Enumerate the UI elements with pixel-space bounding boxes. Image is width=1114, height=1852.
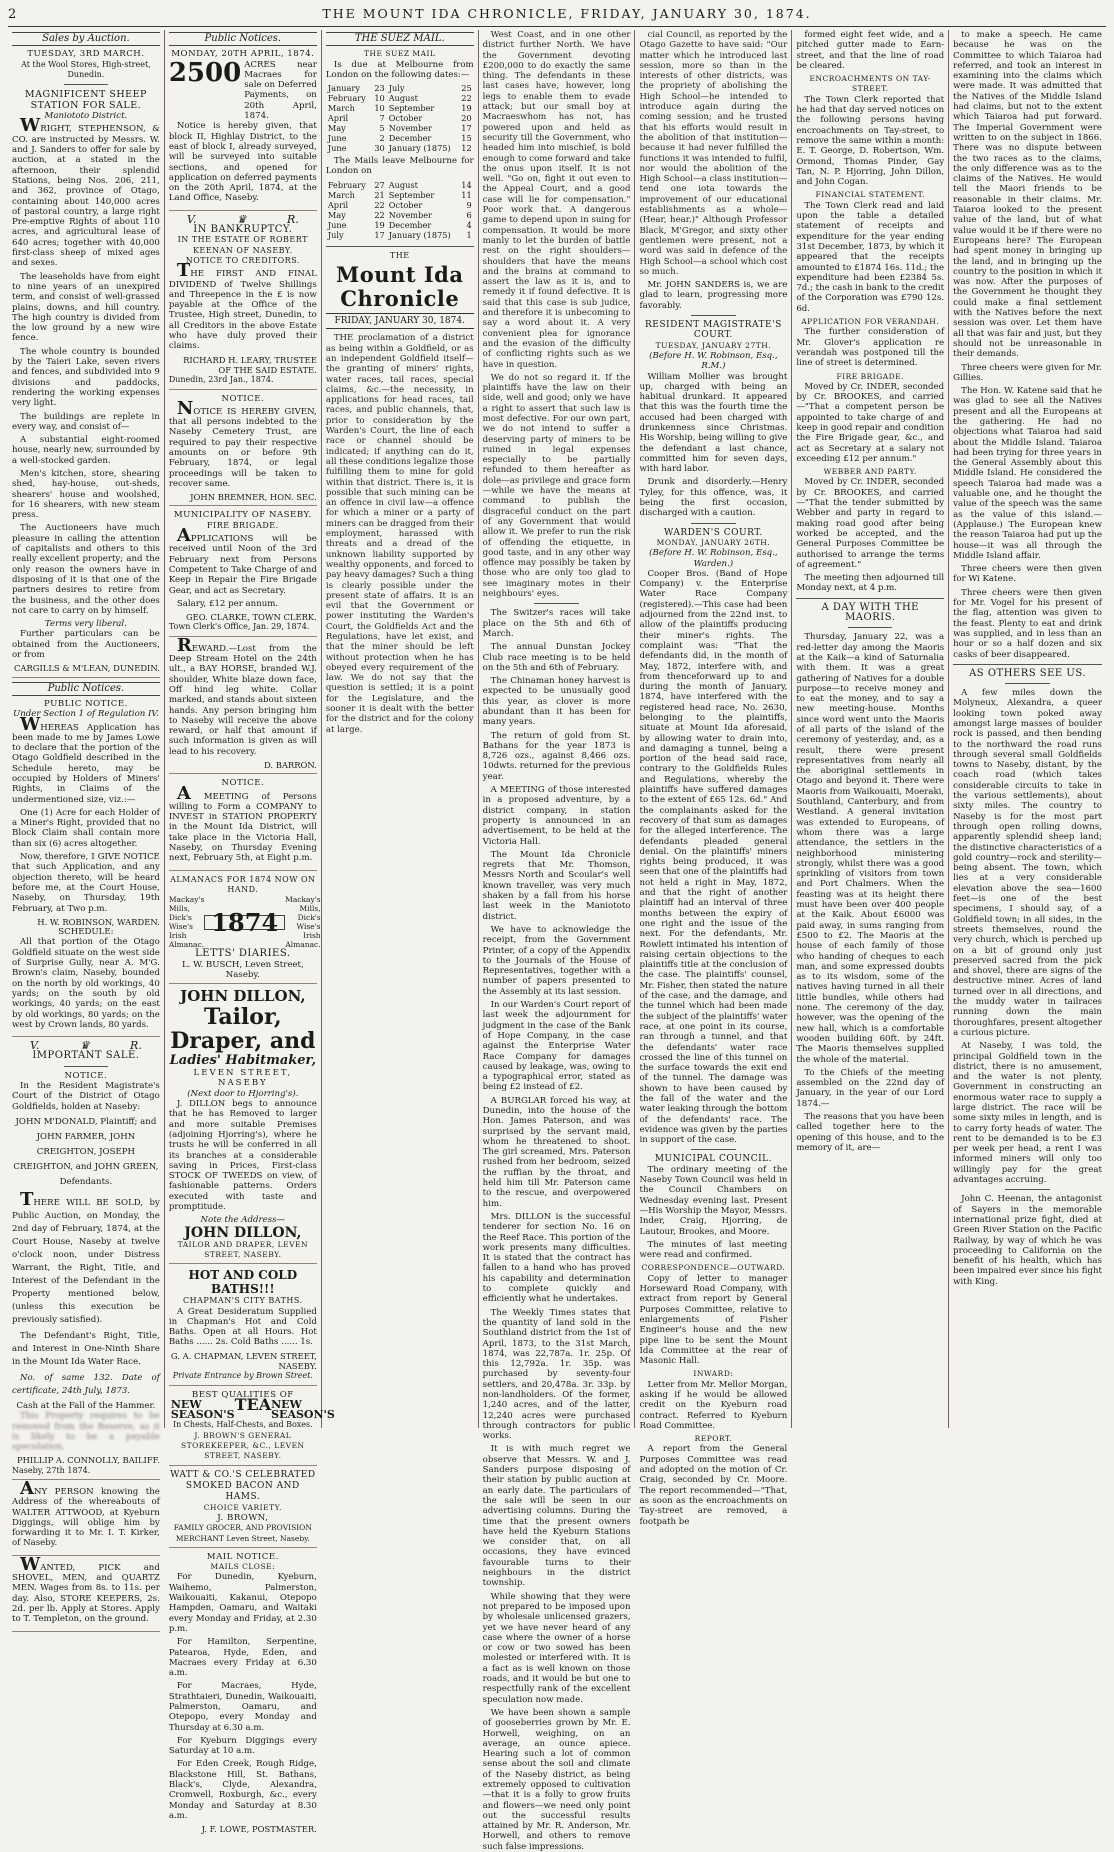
- article-paragraph: The ordinary meeting of the Naseby Town Council was held in the Council Chambers on Wednesday evening last. Present—His Worship the Mayor, Messrs. Inder, Craig, Hjorring, de Lautour, Brookes, and Moore.: [639, 1164, 788, 1237]
- baths-sub: CHAPMAN'S CITY BATHS.: [182, 1296, 303, 1306]
- article-paragraph: William Mollier was brought up, charged with being an habitual drunkard. It appeared that this was the fourth time the accused had been charged with drunkenness since Christmas. His Worship, being willing to give the defendant a last chance, committed him for seven days, with hard labor.: [639, 371, 788, 475]
- mail-notice-title: MAIL NOTICE.: [206, 1551, 279, 1562]
- article-paragraph: The meeting then adjourned till Monday next, at 4 p.m.: [796, 573, 945, 594]
- ad-paragraph: Now, therefore, I GIVE NOTICE that such Application, and any objection thereto, will be heard before me, at the Court House, Naseby, on Thursday, 19th February, at Two p.m.: [12, 852, 160, 914]
- almanac-left: Mackay's Mills, Dick's Wise's Irish Almanac.: [168, 895, 205, 950]
- article-paragraph: Three cheers were then given for Mr. Vogel for his present of the flag, attention was given to the feast. Plenty to eat and drink was supplied, and in less than an hour or so a half dozen and six casks of beer disappeared.: [953, 587, 1102, 660]
- mails-close: MAILS CLOSE:: [210, 1562, 276, 1572]
- mail-date-cell: 27: [374, 179, 385, 190]
- divider: [691, 315, 735, 316]
- mail-date-cell: June: [327, 143, 347, 154]
- seasons-right: NEW SEASON'S: [271, 1397, 335, 1422]
- divider: [534, 603, 578, 604]
- dateline: FRIDAY, JANUARY 30, 1874.: [326, 313, 474, 329]
- ad-paragraph: The Defendant's Right, Title, and Interest in One-Ninth Share in the Mount Ida Water Race.: [12, 1330, 160, 1367]
- mail-date-cell: 21: [374, 189, 385, 200]
- cipher-r: R.: [130, 1039, 142, 1053]
- fire-brigade-heading: FIRE BRIGADE.: [207, 520, 279, 530]
- divider: [64, 1066, 108, 1067]
- webber-heading: WEBBER AND PARTY.: [823, 467, 917, 477]
- ad-paragraph: WHEREAS Application has been made to me by James Lowe to declare that the portion of the Otago Goldfield described in the Schedule hereto, may be occupied by Holders of Miners' Rights, in Claims of the undermentioned size, viz.:—: [12, 713, 160, 805]
- seasons-left: NEW SEASON'S: [170, 1397, 235, 1422]
- chests: In Chests, Half-Chests, and Boxes.: [172, 1420, 313, 1430]
- article-paragraph: West Coast, and in one other district further North. We have the Government devoting £200,000 to do exactly the same thing. The defendants in these last cases have, however, long legs to enable them to evade attack; but our small boy at Macraeswhom has not, has powered upon and held as security till the Government, who headed him into mischief, is bold enough to come forward and take the onus upon itself. It is not well. "Go on, fight it out even to the Appeal Court, and a good case will lie for compensation." Poor work that. A dangerous game to depend upon in suing for compensation. It would be more manly to let the burden of battle rest on the right shoulders—shoulders that have the means and the brains at command to assert the law as it is, and to remedy it if found defective. It is said that this case is sub judice, and therefore it is unbecoming to say a word about it. A very convenient plea for ignorance and the evasion of the difficulty of conflicting rights such as we have in question.: [482, 30, 631, 370]
- article-paragraph: Letter from Mr. Mellor Morgan, asking if he would be allowed credit on the Kyeburn road contract. Referred to Kyeburn Road Committee.: [639, 1379, 788, 1431]
- mail-date-cell: April: [327, 113, 349, 124]
- mail-date-cell: December: [388, 219, 432, 230]
- mail-date-cell: September: [388, 189, 435, 200]
- divider: [691, 523, 735, 524]
- column-1: [8, 30, 165, 1625]
- divider: [796, 598, 944, 599]
- news-item: It is with much regret we observe that Messrs. W. and J. Sanders purpose disposing of their station by public auction at an early date. The particulars of the sale will be seen in our advertising columns. During the time that the present owners have held the Kyeburn Stations we consider that, on all occasions, they have evinced favourable turns to their neighbours in the district township.: [482, 1444, 631, 1589]
- mail-date-cell: October: [388, 113, 423, 124]
- ad-signature: PHILLIP A. CONNOLLY, BAILIFF.: [16, 1455, 160, 1466]
- mail-date-cell: 6: [466, 209, 472, 220]
- municipal-heading: MUNICIPAL COUNCIL.: [654, 1154, 773, 1165]
- mail-date-row: [326, 83, 474, 93]
- mail-date-cell: January (1875): [388, 229, 451, 240]
- almanac-box: [168, 895, 321, 950]
- as-others-heading: AS OTHERS SEE US.: [969, 667, 1087, 679]
- ad-signature: J. F. LOWE, POSTMASTER.: [201, 1824, 317, 1835]
- ad-signature: JOHN BREMNER, HON. SEC.: [190, 492, 317, 503]
- ad-paragraph: All that portion of the Otago Goldfield situate on the west side of Surprise Gully, near A. M'G. Brown's claim, Naseby, bounded on the north by old workings, 40 yards; on the south by old workings, 40 yards; on the east by old workings, 80 yards; on the west by Crown lands, 80 yards.: [12, 937, 160, 1030]
- acres-number: 2500: [168, 57, 242, 88]
- mail-date-cell: June: [327, 133, 347, 144]
- sale-district: Maniototo District.: [44, 111, 128, 122]
- article-paragraph: The Hon. W. Katene said that he was glad to see all the Natives present and all the Europeans at the gathering. He had no objections what Taiaroa had said about the Middle Island. Taiaroa had been trying for three years in the General Assembly about this Middle Island. He considered the speech Taiaroa had made was a valuable one, and he thought the value of the speech was the same as the value of this island.—(Applause.) The European knew the reason Taiaroa had put up the house—it was all through the Middle Island affair.: [953, 386, 1102, 561]
- brown-store: J. BROWN'S GENERAL STOREKEEPER, &C., LEVEN STREET, NASEBY.: [169, 1431, 317, 1466]
- rmc-before: (Before H. W. Robinson, Esq., R.M.): [649, 350, 778, 372]
- mail-date-cell: 22: [374, 209, 385, 220]
- maoris-heading: A DAY WITH THE MAORIS.: [821, 601, 919, 624]
- columns: [8, 30, 1106, 1852]
- mail-date-cell: June: [327, 219, 347, 230]
- mail-date-row: [326, 133, 474, 143]
- suez-text: Is due at Melbourne from London on the following dates:—: [325, 59, 474, 80]
- leave-table: [326, 180, 474, 240]
- public-notices-heading: Public Notices.: [12, 682, 160, 696]
- mail-date-cell: 10: [374, 103, 385, 114]
- article-paragraph: The reasons that you have been called together here to the opening of this house, and to the memory of it, are—: [796, 1111, 945, 1153]
- mail-date-cell: 17: [461, 123, 472, 134]
- mail-date-cell: 22: [374, 199, 385, 210]
- ad-paragraph: ANY PERSON knowing the Address of the whereabouts of WALTER ATTWOOD, at Kyeburn Diggings, will oblige him by forwarding it to Mr. I. T. Kirker, of Naseby.: [12, 1477, 160, 1549]
- cipher-v: V.: [186, 212, 197, 226]
- page-number: 2: [8, 7, 17, 22]
- mail-date-cell: September: [388, 103, 435, 114]
- dillon-sub: TAILOR AND DRAPER, LEVEN STREET, NASEBY.: [177, 1239, 309, 1259]
- choice-variety: CHOICE VARIETY.: [203, 1502, 282, 1512]
- mail-date-cell: 1: [466, 229, 472, 240]
- divider: [953, 664, 1102, 665]
- ad-paragraph: J. DILLON begs to announce that he has Removed to larger and more suitable Premises (adjoining Hjorring's), where he trusts he will be conferred in all its branches at a considerable saving in Prices, First-class STOCK OF TWEEDS on view, of fashionable patterns. Orders executed with taste and promptitude.: [168, 1099, 317, 1213]
- sale-title: MAGNIFICENT SHEEP STATION FOR SALE.: [24, 89, 147, 112]
- cemetery-notice: [168, 397, 317, 507]
- article-paragraph: A few miles down the Molyneux, Alexandra, a queer looking town poked away amongst large masses of boulder rock is passed, and then bending to the northward the road runs through several small Goldfields towns to Naseby, distant, by the coach road (which takes considerable circuits to take in the various settlements), about sixty miles. The country to Naseby is for the most part through open rolling downs, apparently splendid sheep land; the distinctive characteristics of a gold country—rock and sterility—being absent. The town, which lies at a very considerable elevation above the sea—1600 feet—is one of the best specimens, I should say, of a Goldfield town; in all sides, in the streets themselves, round the very church, which is perched up on a bit of ground only just preserved sacred from the pick and shovel, there are signs of the destructive miner. Acres of land turned over in all directions, and the muddy water in tailraces running down the main thoroughfares, present altogether a curious picture.: [953, 688, 1102, 1038]
- ad-signature: GEO. CLARKE, TOWN CLERK.: [185, 612, 317, 623]
- ad-paragraph: THE FIRST AND FINAL DIVIDEND of Twelve Shillings and Threepence in the £ is now payable at the Office of the Trustee, High street, Dunedin, to all Creditors in the above Estate who have duly proved their claims.: [168, 260, 317, 352]
- mail-date-cell: 9: [466, 199, 472, 210]
- ad-paragraph: NOTICE IS HEREBY GIVEN, that all persons indebted to the Naseby Cemetery Trust, are required to pay their respective amounts on or before 9th February, 1874, or legal proceedings will be taken to recover same.: [168, 397, 317, 489]
- article-paragraph: To the Chiefs of the meeting assembled on the 22nd day of January, in the year of our Lord 1874.—: [796, 1067, 945, 1109]
- almanacs-heading: ALMANACS FOR 1874 NOW ON HAND.: [170, 874, 316, 894]
- public-notice-title: PUBLIC NOTICE.: [43, 698, 128, 709]
- important-sale: IMPORTANT SALE.: [32, 1050, 140, 1062]
- ad-signature: D. BARRON.: [263, 760, 317, 770]
- news-item: Mrs. DILLON is the successful tenderer for section No. 16 on the Reef Race. This portion of the work presents many difficulties. It is stated that the contract has fallen to a hand who has proved his capability and determination to complete quickly and efficiently what he undertakes.: [482, 1211, 631, 1305]
- mail-date-cell: 17: [374, 229, 385, 240]
- suez-table: [326, 83, 474, 153]
- rmc-heading: RESIDENT MAGISTRATE'S COURT.: [645, 320, 782, 341]
- article-paragraph: We do not so regard it. If the plaintiffs have the law on their side, well and good; only we have a right to assert that such law is most defective. For our own part, we do not intend to suffer a deserving party of miners to be ruined in legal expenses especially to be partially refunded to them hereafter as dole—as privilege and grace form—while we have the means at command to publish the disgraceful conduct on the part of any Government that would allow it. We prefer to run the risk of offending the etiquette, in good taste, and in any other way offence may possibly be taken by those who are only too glad to see imaginary motes in their neighbours' eyes.: [482, 372, 631, 600]
- column-5: [635, 30, 792, 1527]
- article-paragraph: cial Council, as reported by the Otago Gazette to have said: "Our matter which he introduced last session, more so than in the interests of other districts, was the propriety of abolishing the High School—he intended to introduce again during the coming session; and he trusted that his efforts would result in the abolition of that institution—because it had never fulfilled the functions it was intended to fulfil, nor would the abolition of the High School—a class institution—tend one iota towards the improvement of our educational establishments as a whole—(Hear, hear.)" Although Professor Black, M'Gregor, and sixty other gentlemen were present, not a word was said in defence of the High School—a school which cost so much.: [639, 30, 788, 277]
- column-2: [165, 30, 335, 1835]
- the-label: THE: [389, 250, 410, 260]
- ad-paragraph: In the Resident Magistrate's Court of the District of Otago Goldfields, holden at Naseby:: [12, 1081, 160, 1112]
- column-7: [949, 30, 1106, 1428]
- news-item: The Chinaman honey harvest is expected to be unusually good this year, as clover is more abundant than it has been for many years.: [482, 676, 631, 728]
- crown-icon: ♛: [236, 212, 247, 226]
- mail-date-cell: February: [327, 93, 366, 104]
- article-paragraph: Moved by Cr. INDER, seconded by Cr. BROOKES, and carried—"That a competent person be appointed to take charge of and keep in good repair and condition the Fire Brigade gear, &c., and act as Secretary at a salary not exceeding £12 per annum.": [796, 381, 945, 464]
- ad-signature: H. W. ROBINSON, WARDEN.: [37, 916, 160, 927]
- ad-paragraph: Notice is hereby given, that block II, Highlay District, to the east of block I, already surveyed, will be surveyed into suitable sections, and opened for application on deferred payments on the 20th April, 1874, at the Land Office, Naseby.: [168, 121, 317, 204]
- article-paragraph: to make a speech. He came because he was on the Committee to which Taiaroa had referred, and took an interest in examining into the claims which were made. It was admitted that the Natives of the Middle Island had claims, but not to the extent which Taiaroa had put forward. The Imperial Government were written to on the subject in 1866. There was no dispute between the two races as to the claims, the only difference was as to the claims of the Natives. He would tell the Maori friends to be reasonable in their claims. Mr. Taiaroa looked to the present value of the land, but of what value would it be if there were no Europeans here? The European had spent money in bringing up the land, and in bringing up the country to the position in which it was now. After the purposes of the Government he thought they could make a final settlement with the Natives before the next session was over. Let them have all that was fair and just, but they should not be unreasonable in their demands.: [953, 30, 1102, 360]
- ad-paragraph: The leaseholds have from eight to nine years of an unexpired term, and consist of well-grassed plains, downs, and hill country. The high country is divided from the low ground by a new wire fence.: [12, 271, 160, 344]
- mail-date-cell: 23: [374, 83, 385, 94]
- mail-date-cell: 11: [461, 189, 472, 200]
- article-paragraph: Three cheers were then given for Wi Katene.: [953, 564, 1102, 585]
- baths-ad: [169, 1307, 317, 1386]
- sale-date: TUESDAY, 3RD MARCH.: [27, 49, 145, 60]
- sale-place: At the Wool Stores, High-street, Dunedin.: [21, 59, 151, 79]
- article-paragraph: Cooper Bros. (Band of Hope Company) v. the Enterprise Water Race Company (registered).—This case had been adjourned from the 22nd inst. to allow of the plaintiffs producing their miner's rights. The complaint was: "That the defendants did, in the month of May, 1872, interfere with, and from thenceforward up to and during the month of January, 1874, have interfered with the registered head race, No. 2630, belonging to the plaintiffs, situate at Mount Ida aforesaid, by allowing water to drain into, and damaging a tunnel, being a portion of the head said race, contrary to the Goldfields Rules and Regulations, whereby the plaintiffs have suffered damages to the extent of £65 12s. 6d." And the complainants asked for the recovery of that sum as damages for the alleged interference. The defendants pleaded general denial. On the plaintiffs' miners rights being produced, it was seen that one of the plaintiffs had not held a right in May, 1872, and that the right of another plaintiff had an interval of three months between the expiry of one right and the issue of the next. For the defendants, Mr. Rowlett intimated his intention of raising certain objections to the plaintiffs title at the conclusion of the case. The plaintiffs' counsel, Mr. Fisher, then stated the nature of the case, and the damage, and the tunnel which had been made the subject of the plaintiffs' water race, at one point in its course, ran through a tunnel, and that the defendants' water race crossed the line of this tunnel on the surface towards the exit end of the tunnel. The damage was shown to have been caused by the fall of the water and the water leaking through the bottom of the defendants' race. The evidence was given by the parties in support of the case.: [639, 568, 788, 1146]
- creditors-heading: NOTICE TO CREDITORS.: [185, 255, 300, 265]
- ladies-heading: Ladies' Habitmaker,: [169, 1053, 316, 1069]
- ad-paragraph: APPLICATIONS will be received until Noon of the 3rd February next from Persons Competent to Take Charge of and Keep in Repair the Fire Brigade Gear, and act as Secretary.: [168, 525, 317, 596]
- mail-paragraph: For Macraes, Hyde, Strathtaieri, Dunedin, Waikouaiti, Palmerston, Oamaru, and Otepopo, every Monday and Thursday at 6.30 a.m.: [168, 1681, 317, 1733]
- regulation: Under Section 1 of Regulation IV.: [12, 709, 159, 720]
- article-paragraph: A report from the General Purposes Committee was read and adopted on the motion of Cr. Craig, seconded by Cr. Moore. The report recommended—"That, as soon as the encroachments on Tay-street are removed, a footpath be: [639, 1444, 788, 1527]
- ad-date: Naseby, 27th 1874.: [12, 1465, 91, 1475]
- baths-title: HOT AND COLD BATHS!!!: [188, 1268, 298, 1297]
- article-paragraph: The Town Clerk read and laid upon the table a detailed statement of receipts and expenditure for the year ending 31st December, 1873, by which it appeared that the receipts amounted to £1874 16s. 11d.; the expenditure had been £2384 5s. 7d.; the cash in bank to the credit of the Corporation was £790 12s. 6d.: [796, 200, 945, 314]
- note-address: Note the Address—: [200, 1215, 286, 1226]
- leven-street: LEVEN STREET, NASEBY: [193, 1068, 293, 1089]
- mail-date-row: [326, 103, 474, 113]
- cash-terms: Cash at the Fall of the Hammer.: [16, 1400, 156, 1411]
- crown-icon: ♛: [79, 1039, 90, 1053]
- rmc-date: TUESDAY, JANUARY 27TH.: [655, 340, 772, 350]
- column-4: [479, 30, 636, 1852]
- mail-date-cell: January: [327, 83, 360, 94]
- divider: [1005, 683, 1050, 684]
- news-item: In our Warden's Court report of last week the adjournment for judgment in the case of the Bank of Hope Company, in the case against the Enterprise Water Race Company for damages caused by leakage, was, owing to a typographical error, stated as being £2 instead of £2.: [482, 1000, 631, 1093]
- news-item: The annual Dunstan Jockey Club race meeting is to be held on the 5th and 6th of February.: [482, 642, 631, 673]
- mail-date-cell: July: [388, 83, 405, 94]
- ad-paragraph: The Auctioneers have much pleasure in calling the attention of capitalists and others to this really excellent property; and the only reason the owners have in disposing of it is that one of the partners desires to retire from the business, and the other does not care to carry on by himself.: [12, 523, 160, 616]
- divider: [1005, 1189, 1050, 1190]
- mail-date-cell: July: [327, 229, 344, 240]
- notice-date: MONDAY, 20TH APRIL, 1874.: [171, 49, 315, 60]
- mail-date-cell: 22: [461, 93, 472, 104]
- watt-ad: WATT & CO.'S CELEBRATED SMOKED BACON AND HAMS.: [170, 1469, 316, 1502]
- masthead: [8, 6, 1106, 27]
- dillon-name: JOHN DILLON,: [180, 987, 306, 1006]
- mail-date-cell: 15: [461, 133, 472, 144]
- cipher-v: V.: [30, 1039, 40, 1053]
- mail-date-cell: 19: [461, 103, 472, 114]
- cipher-r: R.: [287, 212, 299, 226]
- mail-date-cell: August: [388, 179, 418, 190]
- jbrown: J. BROWN,: [217, 1512, 269, 1523]
- ad-paragraph: WANTED, PICK and SHOVEL, MEN, and QUARTZ MEN. Wages from 8s. to 11s. per day. Also, STORE KEEPERS, 2s. 2d. per lb. Apply at Stores. Apply to T. Templeton, on the ground.: [12, 1553, 160, 1625]
- column-6: [792, 30, 949, 1428]
- acres-text: ACRES near Macraes for sale on Deferred Payments, on 20th April, 1874.: [244, 59, 317, 122]
- ad-paragraph: The buildings are replete in every way, and consist of—: [12, 411, 160, 432]
- corr-heading: CORRESPONDENCE—OUTWARD.: [641, 1263, 786, 1273]
- article-paragraph: Drunk and disorderly.—Henry Tyley, for this offence, was, it being the first occasion, discharged with a caution.: [639, 477, 788, 519]
- mail-paragraph: For Dunedin, Kyeburn, Waihemo, Palmerston, Waikouaiti, Kakanui, Otepopo Hampden, Oamaru, and Waitaki every Monday and Friday, at 2.30 p.m.: [168, 1572, 317, 1634]
- municipality-heading: MUNICIPALITY OF NASEBY.: [173, 510, 312, 521]
- tailor-heading: Tailor, Draper, and: [170, 1004, 316, 1055]
- mail-date-row: [326, 200, 474, 210]
- ad-paragraph: One (1) Acre for each Holder of a Miner's Right, provided that no Block Claim shall contain more than six (6) acres altogether.: [12, 807, 160, 849]
- mail-date-cell: 25: [461, 83, 472, 94]
- article-paragraph: The Town Clerk reported that he had that day served notices on the following persons having encroachments on Tay-street, to remove the same within a month: E. T. George, D. Robertson, Wm. Ormond, Thomas Pinder, Gay Tan, N. P. Hjorring, John Dillon, and John Cogan.: [796, 94, 945, 188]
- mail-date-cell: April: [327, 199, 349, 210]
- news-item: While showing that they were not prepared to be imposed upon by wholesale unlicensed grazers, yet we have never heard of any case where the owner of a horse or cow or two sowed has been molested or interfered with. It is a fact as is well known on those roads, and it would be but one to respectfully rank of the excellent speculation now made.: [482, 1591, 631, 1705]
- mail-date-cell: January (1875): [388, 143, 451, 154]
- ad-paragraph: A substantial eight-roomed house, nearly new, surrounded by a well-stocked garden.: [12, 435, 160, 466]
- mail-date-cell: March: [327, 103, 355, 114]
- notice-title: NOTICE.: [64, 1070, 108, 1081]
- article-paragraph: The minutes of last meeting were read and confirmed.: [639, 1239, 788, 1261]
- paper-name: Mount Ida Chronicle: [336, 262, 464, 312]
- divider: [326, 246, 474, 247]
- wc-date: MONDAY, JANUARY 26TH.: [656, 537, 771, 547]
- ad-paragraph: Salary, £12 per annum.: [176, 598, 279, 609]
- mail-date-cell: 4: [466, 219, 472, 230]
- mail-date-row: [326, 180, 474, 190]
- suez-heading: THE SUEZ MAIL.: [326, 32, 474, 46]
- ad-paragraph: A Great Desideratum Supplied in Chapman's Hot and Cold Baths. Open at all Hours. Hot Baths ...... 2s. Cold Baths ...... 1s.: [168, 1306, 317, 1348]
- mail-date-row: [326, 220, 474, 230]
- next-door: (Next door to Hjorring's).: [187, 1088, 299, 1099]
- ad-paragraph: JOHN M'DONALD, Plaintiff; and JOHN FARMER, JOHN CREIGHTON, JOSEPH CREIGHTON, and JOHN GREEN, Defendants.: [13, 1116, 159, 1187]
- busch-ad: L. W. BUSCH, Leven Street, Naseby.: [169, 960, 317, 985]
- best-qualities: BEST QUALITIES OF: [191, 1389, 294, 1400]
- mails-leave: The Mails leave Melbourne for London on: [325, 156, 474, 177]
- mail-paragraph: For Hamilton, Serpentine, Patearoa, Hyde, Eden, and Macraes every Friday at 6.30 a.m.: [168, 1637, 317, 1679]
- reward-ad: [168, 634, 317, 775]
- mail-date-cell: February: [327, 179, 366, 190]
- ad-date: Dunedin, 23rd Jan., 1874.: [168, 375, 274, 385]
- article-paragraph: Thursday, January 22, was a red-letter day among the Maoris at the Kaik—a kind of Saturnalia with them. It was a great gathering of Natives for a double purpose—to receive money and to eat the money, and to say a new meeting-house. Months since word went unto the Maoris of all parts of the island of the ceremony of yesterday, and, as a result, there were present representatives from nearly all the aboriginal settlements in Otago and beyond it. There were Maoris from Waikouaiti, Moeraki, Southland, Canterbury, and from Westland. A general invitation was extended to Europeans, of whom there was a large attendance, the settlers in the neighborhood ministering strongly, whilst there was a good sprinkling of visitors from town and Port Chalmers. When the feasting was at its height there must have been over 400 people at the Kaik. About £6000 was paid away, in sums ranging from £500 to £2. The Maoris at the house of each family of those who handing of cheques to each man, and some expressed doubts as to its wisdom, some of the natives having turned in all their little bundles, while others had none. The ceremony of the day, however, was the opening of the new hall, which is a comfortable wooden building 60ft. by 24ft. The Maoris themselves supplied the whole of the material.: [796, 632, 945, 1065]
- notice-title: NOTICE.: [221, 393, 265, 404]
- divider: [691, 1149, 735, 1150]
- mail-date-cell: November: [388, 209, 433, 220]
- news-item: A MEETING of those interested in a proposed adventure, by a district company, in station property is announced in an advertisement, to be held at the Victoria Hall.: [482, 785, 631, 847]
- mail-paragraph: For Eden Creek, Rough Ridge, Blackstone Hill, St. Bathans, Black's, Clyde, Alexandra, Cromwell, Roxburgh, &c., every Monday and Saturday at 8.30 a.m.: [168, 1759, 317, 1821]
- mail-date-cell: March: [327, 189, 355, 200]
- ad-signature: CARGILLS & M'LEAN, DUNEDIN.: [14, 663, 160, 674]
- ad-paragraph: THERE WILL BE SOLD, by Public Auction, on Monday, the 2nd day of February, 1874, at the Court House, Naseby at twelve o'clock noon, under Distress Warrant, the Right, Title, and Interest of the Defendant in the Property mentioned below, (unless this execution be previously satisfied).: [12, 1188, 160, 1325]
- private-entrance: Private Entrance by Brown Street.: [172, 1371, 313, 1381]
- mail-date-cell: November: [388, 123, 433, 134]
- ad-signature: RICHARD H. LEARY, TRUSTEE OF THE SAID ESTATE.: [183, 354, 317, 375]
- family-grocer: FAMILY GROCER, AND PROVISION MERCHANT Leven Street, Naseby.: [169, 1523, 317, 1548]
- ad-paragraph: No. of same 132. Date of certificate, 24th July, 1873.: [12, 1372, 160, 1396]
- fire-brigade-ad: [168, 525, 317, 637]
- mail-date-cell: 19: [374, 219, 385, 230]
- ad-paragraph: A MEETING of Persons willing to Form a COMPANY to INVEST in STATION PROPERTY in the Mount Ida District, will take place in the Victoria Hall, Naseby, on Thursday Evening next, February 5th, at Eight p.m.: [168, 782, 317, 864]
- encroach-heading: ENCROACHMENTS ON TAY-STREET.: [809, 74, 931, 94]
- mail-date-cell: October: [388, 199, 423, 210]
- ad-paragraph: Further particulars can be obtained from the Auctioneers, or from: [12, 629, 160, 661]
- news-item: The return of gold from St. Bathans for the year 1873 is 8,726 ozs., against 8,466 ozs. 10dwts. returned for the previous year.: [482, 730, 631, 782]
- fire-heading: FIRE BRIGADE.: [836, 371, 905, 381]
- inward-heading: INWARD:: [693, 1369, 734, 1379]
- mail-date-row: [326, 93, 474, 103]
- dillon-ad: [169, 1099, 317, 1264]
- mail-date-cell: 5: [379, 123, 385, 134]
- news-item: The Weekly Times states that the quantity of land sold in the Southland district from the 1st of April, 1873, to the 31st March, 1874, was 22,787a. 1r. 25p. Of this 12,792a. 1r. 35p. was purchased by seventy-four settlers, and 20,478a. 3r. 33p. by non-landholders. Of the former, 1,240 acres, and of the latter, 12,240 acres were purchased through contractors for public works.: [482, 1307, 631, 1442]
- wc-before: (Before H. W. Robinson, Esq., Warden.): [649, 548, 778, 569]
- ad-paragraph: This Property requires to be removed from the Reserve, as it is likely to be a payable speculation.: [12, 1411, 160, 1453]
- article-paragraph: Moved by Cr. INDER, seconded by Cr. BROOKES, and carried—"That the tender submitted by Webber and party in regard to making road good after being worked be accepted, and the General Purposes Committee be authorised to arrange the terms of agreement.": [796, 477, 945, 570]
- mail-date-row: [326, 190, 474, 200]
- suez-sub: THE SUEZ MAIL: [364, 49, 436, 59]
- terms: Terms very liberal.: [44, 619, 127, 630]
- mail-date-cell: 2: [379, 133, 385, 144]
- report-heading: REPORT.: [694, 1434, 733, 1444]
- ad-date: Town Clerk's Office, Jan. 29, 1874.: [168, 622, 310, 632]
- mail-date-cell: 30: [374, 143, 385, 154]
- verandah-heading: APPLICATION FOR VERANDAH.: [801, 317, 940, 327]
- article-paragraph: Copy of letter to manager Horseward Road Company, with extract from report by General Purposes Committee, relative to enlargements of Fisher Engineer's house and the new pipe line to be sent the Mount Ida Committee at the rear of Masonic Hall.: [639, 1273, 788, 1367]
- news-item: The Switzer's races will take place on the 5th and 6th of March.: [482, 608, 631, 639]
- editorial: THE proclamation of a district as being within a Goldfield, or as an independent Goldfield itself—the granting of miners' rights, water races, tail races, special claims, &c.—the necessity, in applications for head races, tail races, and public channels, that, prior to consideration by the Warden's Court, the line of each race or channel should be indicated; if anything can do it, all these conditions legalize those fulfilling them to mine for gold within that district. There is, it is possible that such mining can be an offence in civil law—a offence for which a miner or a party of miners can be dragged from their employment, harassed with threats and a dread of the unknown liability supported by wealthy opponents, and forced to pay heavy damages? Such a thing is clearly possible under the present state of affairs. It is an evil that the Government or power instituting the Warden's Court, the Goldfields Act and the Regulations, have let exist, and that the miner should be left without protection when he has obeyed every requirement of the law. We do not say that the question is settled; it is a point for the Legislature, and the sooner it is dealt with the better for the district and for the colony at large.: [325, 333, 474, 735]
- sales-heading: Sales by Auction.: [12, 32, 160, 46]
- seasons-mid: TEA: [234, 1394, 272, 1414]
- news-item: We have to acknowledge the receipt, from the Government Printer, of a copy of the Appendix to the Journals of the House of Representatives, together with a number of papers presented to the Assembly at its last session.: [482, 924, 631, 997]
- mail-date-cell: May: [327, 123, 346, 134]
- letts-diaries: LETTS' DIARIES.: [195, 948, 291, 960]
- divider: [64, 84, 108, 85]
- mail-date-row: [326, 113, 474, 123]
- article-paragraph: The further consideration of Mr. Glover's application re verandah was postponed till the line of street is determined.: [796, 327, 945, 369]
- any-person-ad: [12, 1477, 160, 1556]
- bankruptcy-heading: IN BANKRUPTCY.: [193, 224, 293, 236]
- schedule-heading: SCHEDULE:: [58, 927, 114, 938]
- mail-date-row: [326, 123, 474, 133]
- mail-date-cell: 14: [461, 179, 472, 190]
- running-title: THE MOUNT IDA CHRONICLE, FRIDAY, JANUARY 30, 1874.: [322, 6, 812, 21]
- news-item: We have been shown a sample of gooseberries grown by Mr. E. Horwell, weighing, on an average, an ounce apiece. Hearing such a lot of common sense about the soil and climate of the Naseby district, as being extremely opposed to cultivation—that it is a folly to grow fruits and flowers—we need only point out the successful results attained by Mr. R. Anderson, Mr. Horwell, and others to remove such false impressions.: [482, 1707, 631, 1852]
- article-paragraph: Three cheers were given for Mr. Gillies.: [953, 362, 1102, 383]
- mail-date-cell: 7: [379, 113, 385, 124]
- article-paragraph: formed eight feet wide, and a pitched gutter made to Earn-street, and that the line of road be cleared.: [796, 30, 945, 71]
- mail-date-row: [326, 210, 474, 220]
- dillon-name-2: JOHN DILLON,: [184, 1224, 302, 1241]
- news-item: The Mount Ida Chronicle regrets that Mr. Thomson, Messrs North and Scoular's well known traveller, was very much shaken by a fall from his horse last week in the Maniototo district.: [482, 849, 631, 922]
- estate-heading: IN THE ESTATE OF ROBERT KEENAN OF NASEBY.: [177, 235, 308, 255]
- news-item: A BURGLAR forced his way, at Dunedin, into the house of the Hon. James Paterson, and was surprised by the servant maid, whom he threatened to shoot. The girl screamed, Mrs. Paterson rushed from her bedroom, seized the ruffian by the throat, and held him till Mr. Paterson came to the rescue, and overpowered him.: [482, 1095, 631, 1209]
- almanac-right: Mackay's Mills, Dick's Wise's Irish Almanac.: [285, 895, 321, 950]
- mail-date-row: [326, 143, 474, 153]
- ad-paragraph: WRIGHT, STEPHENSON, & CO. are instructed by Messrs. W. and J. Sanders to offer for sale by auction, at a stated in the afternoon, their splendid Stations, being Nos. 206, 211, and 362, province of Otago, containing about 140,000 acres of pastoral country, a large right Pre-emptive Rights of about 110 acres, and agricultural lease of 640 acres; together with 40,000 first-class sheep of mixed ages and sexes.: [12, 115, 160, 269]
- mail-date-cell: 10: [374, 93, 385, 104]
- almanac-year: 1874: [204, 915, 285, 930]
- mail-date-cell: 20: [461, 113, 472, 124]
- financial-heading: FINANCIAL STATEMENT.: [815, 190, 925, 200]
- mail-date-cell: December: [388, 133, 432, 144]
- mail-date-cell: 12: [461, 143, 472, 154]
- mail-date-cell: August: [388, 93, 418, 104]
- acres-ad: [168, 57, 317, 211]
- column-3: [322, 30, 479, 1428]
- mail-paragraph: For Kyeburn Diggings every Saturday at 10 a.m.: [168, 1735, 317, 1757]
- article-paragraph: At Naseby, I was told, the principal Goldfield town in the district, there is no amusement, and the water is not plenty, Government in constructing an enormous water race to supply a large district. The race will be some sixty miles in length, and is to carry forty heads of water. The rent to be demanded is to be £3 per week per head, a rent I was informed miners will only too willingly pay for the great advantages accruing.: [953, 1041, 1102, 1186]
- court-sale-notice: [12, 1081, 160, 1480]
- ad-paragraph: The whole country is bounded by the Taieri Lake, seven rivers and fences, and subdivided into 9 divisions and paddocks, rendering the working expenses very light.: [12, 346, 160, 409]
- ad-paragraph: Men's kitchen, store, shearing shed, hay-house, out-sheds, shearers' house and woolshed, for 16 shearers, with new steam press.: [12, 468, 160, 521]
- public-notices-heading: Public Notices.: [169, 32, 317, 46]
- divider: [848, 627, 892, 628]
- mail-date-cell: May: [327, 209, 346, 220]
- news-item: Mr. JOHN SANDERS is, we are glad to learn, progressing more favorably.: [639, 280, 788, 311]
- mail-date-row: [326, 230, 474, 240]
- notice-title: NOTICE.: [221, 778, 265, 789]
- ad-paragraph: REWARD.—Lost from the Deep Stream Hotel on the 24th ult., a BAY HORSE, branded W.J. shoulder, White blaze down face, Off hind leg white. Collar marked, and stands about sixteen hands. Any person bringing him to Naseby will receive the above reward, or half that amount if such information is given as will lead to his recovery.: [168, 634, 317, 757]
- ad-signature: G. A. CHAPMAN, LEVEN STREET, NASEBY.: [170, 1350, 317, 1371]
- wanted-ad: [12, 1553, 160, 1632]
- article-paragraph: John C. Heenan, the antagonist of Sayers in the memorable international prize fight, died at Green River Station on the Pacific Railway, by way of which he was proceeding to California on the benefit of his health, which has been impaired ever since his fight with King.: [953, 1194, 1102, 1287]
- wardens-court-heading: WARDEN'S COURT.: [664, 527, 763, 538]
